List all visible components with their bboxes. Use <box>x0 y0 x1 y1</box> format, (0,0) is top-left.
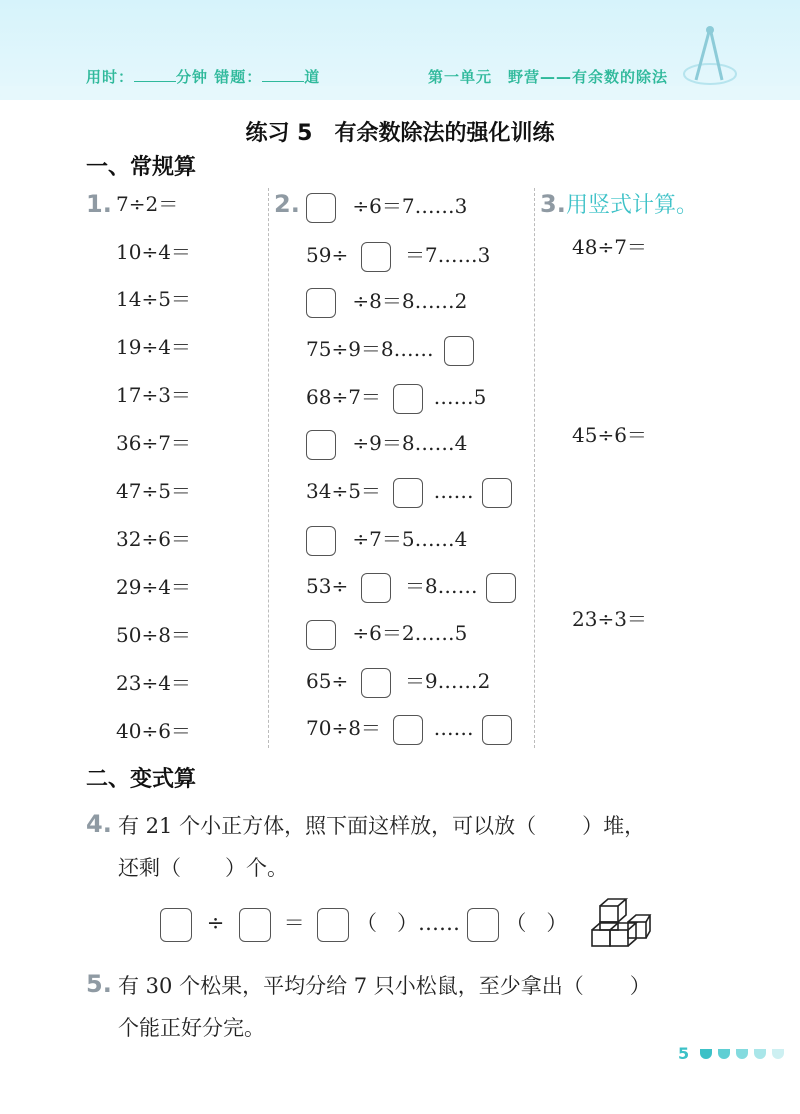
column-divider-2 <box>534 188 535 748</box>
paren-right: ） <box>546 911 568 935</box>
question-number-1: 1. <box>86 190 112 218</box>
q2-row <box>306 713 512 743</box>
q2-row <box>306 286 467 316</box>
q2-row <box>306 334 474 364</box>
time-label: 用时： <box>86 68 135 86</box>
q2-row <box>306 428 467 458</box>
unit-title: 第一单元 野营——有余数的除法 <box>428 68 669 86</box>
minute-label: 分钟 <box>176 68 209 86</box>
q2-text: ＝7……3 <box>404 243 491 267</box>
answer-box[interactable] <box>306 526 336 556</box>
q5-text: ） <box>629 974 651 998</box>
answer-box[interactable] <box>482 715 512 745</box>
question-number-4: 4. <box>86 810 112 838</box>
q1-item: 47÷5＝ <box>116 479 191 503</box>
q2-row <box>306 618 467 648</box>
answer-box[interactable] <box>486 573 516 603</box>
q1-item: 7÷2＝ <box>116 192 179 216</box>
q2-text: 68÷7＝ <box>306 385 381 409</box>
q1-item: 36÷7＝ <box>116 431 191 455</box>
answer-box[interactable] <box>361 668 391 698</box>
q4-text: ）个。 <box>225 856 288 880</box>
q3-instruction: 用竖式计算。 <box>566 193 699 218</box>
answer-box[interactable] <box>306 288 336 318</box>
q2-text: 53÷ <box>306 574 349 598</box>
div-sign: ÷ <box>206 911 225 935</box>
q2-text: …… <box>433 716 474 740</box>
q2-text: ÷7＝5……4 <box>352 527 468 551</box>
q5-line1 <box>118 970 651 1000</box>
q3-item: 45÷6＝ <box>572 423 647 447</box>
q4-line2 <box>118 852 288 882</box>
q2-text: 70÷8＝ <box>306 716 381 740</box>
q5-line2: 个能正好分完。 <box>118 1016 265 1040</box>
q2-text: ÷9＝8……4 <box>352 431 468 455</box>
error-label: 错题： <box>214 68 263 86</box>
answer-box[interactable] <box>393 715 423 745</box>
answer-box[interactable] <box>306 620 336 650</box>
q1-item: 23÷4＝ <box>116 671 191 695</box>
answer-box[interactable] <box>482 478 512 508</box>
q2-text: 59÷ <box>306 243 349 267</box>
answer-box[interactable] <box>361 573 391 603</box>
q2-text: ÷6＝7……3 <box>352 194 468 218</box>
q2-text: ＝8…… <box>404 574 478 598</box>
q1-item: 17÷3＝ <box>116 383 191 407</box>
q4-text: 还剩（ <box>118 856 181 880</box>
q2-text: 34÷5＝ <box>306 479 381 503</box>
cube-stack-icon <box>588 896 652 950</box>
q2-row <box>306 191 467 221</box>
section-heading-2: 二、变式算 <box>86 767 197 792</box>
q2-row <box>306 240 490 270</box>
q4-text: 有 21 个小正方体，照下面这样放，可以放（ <box>118 814 537 838</box>
q5-text: 有 30 个松果，平均分给 7 只小松鼠，至少拿出（ <box>118 974 584 998</box>
answer-box[interactable] <box>467 908 499 942</box>
q4-text: ）堆， <box>582 814 646 838</box>
compass-icon <box>680 22 750 92</box>
answer-box[interactable] <box>393 478 423 508</box>
page-number: 5 <box>678 1044 690 1063</box>
q2-text: 75÷9＝8…… <box>306 337 434 361</box>
q2-row <box>306 666 490 696</box>
error-blank[interactable] <box>262 67 304 82</box>
q2-row <box>306 382 486 412</box>
eq-sign: ＝ <box>283 911 305 935</box>
q1-item: 32÷6＝ <box>116 527 191 551</box>
q2-text: ÷6＝2……5 <box>352 621 468 645</box>
question-number-2: 2. <box>274 190 300 218</box>
answer-box[interactable] <box>393 384 423 414</box>
q2-text: ÷8＝8……2 <box>352 289 468 313</box>
q3-item: 23÷3＝ <box>572 607 647 631</box>
q1-item: 50÷8＝ <box>116 623 191 647</box>
question-number-5: 5. <box>86 970 112 998</box>
q1-item: 10÷4＝ <box>116 240 191 264</box>
q1-item: 29÷4＝ <box>116 575 191 599</box>
section-heading-1: 一、常规算 <box>86 155 197 180</box>
paren-left: （ <box>356 911 378 935</box>
answer-box[interactable] <box>317 908 349 942</box>
time-blank[interactable] <box>134 67 176 82</box>
page-dots-icon <box>698 1047 790 1061</box>
answer-box[interactable] <box>239 908 271 942</box>
item-label: 道 <box>304 68 321 86</box>
q4-formula <box>160 906 567 942</box>
q1-item: 14÷5＝ <box>116 287 191 311</box>
q1-item: 40÷6＝ <box>116 719 191 743</box>
answer-box[interactable] <box>306 193 336 223</box>
answer-box[interactable] <box>306 430 336 460</box>
q2-text: 65÷ <box>306 669 349 693</box>
page-title: 练习 5 有余数除法的强化训练 <box>245 121 555 146</box>
q4-line1 <box>118 810 645 840</box>
q1-item: 19÷4＝ <box>116 335 191 359</box>
answer-box[interactable] <box>444 336 474 366</box>
paren-right: ）…… <box>397 911 461 935</box>
q2-row <box>306 476 512 506</box>
question-number-3: 3. <box>540 190 566 218</box>
answer-box[interactable] <box>361 242 391 272</box>
paren-left: （ <box>505 911 527 935</box>
answer-box[interactable] <box>160 908 192 942</box>
q2-text: …… <box>433 479 474 503</box>
q2-row <box>306 571 516 601</box>
header-timer <box>86 66 320 87</box>
column-divider-1 <box>268 188 269 748</box>
q2-text: ＝9……2 <box>404 669 491 693</box>
q3-item: 48÷7＝ <box>572 235 647 259</box>
q2-text: ……5 <box>433 385 487 409</box>
q2-row <box>306 524 467 554</box>
